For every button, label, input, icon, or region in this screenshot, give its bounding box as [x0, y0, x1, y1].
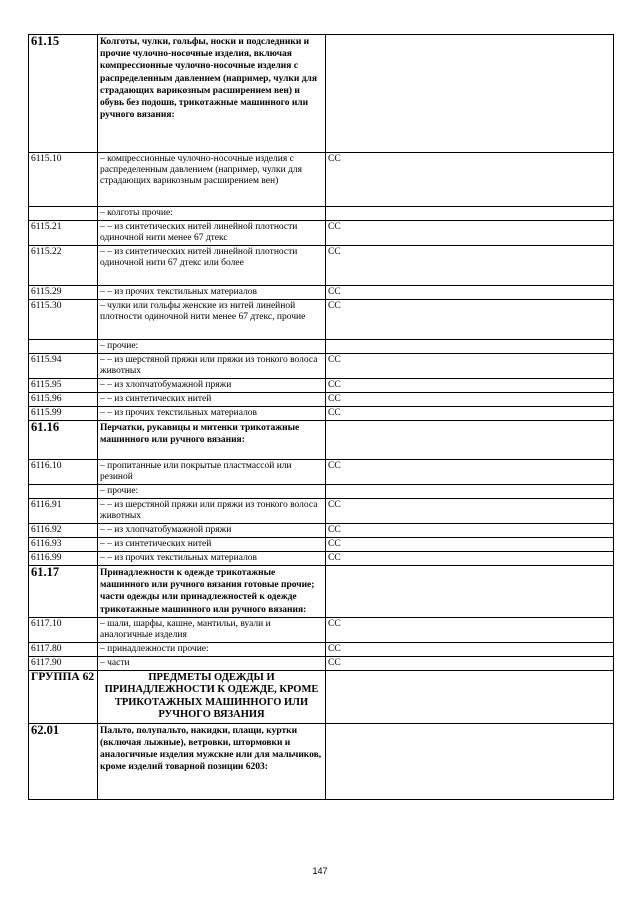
code-cell: 6115.21 [29, 221, 98, 246]
code-cell: 6116.92 [29, 524, 98, 538]
mark-cell: СС [326, 286, 614, 300]
description-cell: – колготы прочие: [98, 207, 326, 221]
mark-cell: СС [326, 499, 614, 524]
description-cell: – прочие: [98, 340, 326, 354]
heading-row [29, 421, 614, 460]
code-cell: 6115.29 [29, 286, 98, 300]
table-row [29, 300, 614, 340]
description-cell: – – из прочих текстильных материалов [98, 552, 326, 566]
mark-cell [326, 35, 614, 153]
table-row [29, 643, 614, 657]
table-row [29, 340, 614, 354]
code-cell: 6115.95 [29, 379, 98, 393]
mark-cell: СС [326, 379, 614, 393]
description-cell: – чулки или гольфы женские из нитей линейной плотности одиночной нити менее 67 дтекс, прочие [98, 300, 326, 340]
code-cell: 6115.96 [29, 393, 98, 407]
description-cell: Принадлежности к одежде трикотажные машинного или ручного вязания готовые прочие; части одежды или принадлежностей к одежде трикотажные машинного или ручного вязания: [98, 566, 326, 618]
page-number: 147 [312, 866, 328, 876]
mark-cell [326, 485, 614, 499]
description-cell: – прочие: [98, 485, 326, 499]
code-cell: ГРУППА 62 [29, 671, 98, 724]
table-row [29, 499, 614, 524]
description-cell: – части [98, 657, 326, 671]
group-row [29, 671, 614, 724]
description-cell: – – из прочих текстильных материалов [98, 407, 326, 421]
description-cell: Перчатки, рукавицы и митенки трикотажные машинного или ручного вязания: [98, 421, 326, 460]
code-cell: 6116.93 [29, 538, 98, 552]
description-cell: Колготы, чулки, гольфы, носки и подследники и прочие чулочно-носочные изделия, включая компрессионные чулочно-носочные изделия с распределенным давлением (например, чулки для страдающих варикозным расширением вен) и обувь без подошв, трикотажные машинного или ручного вязания: [98, 35, 326, 153]
table-row [29, 552, 614, 566]
table-row [29, 407, 614, 421]
table-row [29, 354, 614, 379]
heading-row [29, 723, 614, 799]
description-cell: – – из синтетических нитей линейной плотности одиночной нити менее 67 дтекс [98, 221, 326, 246]
code-cell: 62.01 [29, 723, 98, 799]
description-cell: ПРЕДМЕТЫ ОДЕЖДЫ И ПРИНАДЛЕЖНОСТИ К ОДЕЖДЕ, КРОМЕ ТРИКОТАЖНЫХ МАШИННОГО ИЛИ РУЧНОГО ВЯЗАНИЯ [98, 671, 326, 724]
code-cell: 6116.91 [29, 499, 98, 524]
mark-cell: СС [326, 460, 614, 485]
table-row [29, 207, 614, 221]
mark-cell: СС [326, 618, 614, 643]
mark-cell [326, 671, 614, 724]
table-row [29, 286, 614, 300]
code-cell: 6115.22 [29, 246, 98, 286]
table-row [29, 393, 614, 407]
mark-cell: СС [326, 643, 614, 657]
mark-cell: СС [326, 300, 614, 340]
code-cell: 6115.10 [29, 153, 98, 207]
table-row [29, 524, 614, 538]
mark-cell [326, 207, 614, 221]
code-cell [29, 340, 98, 354]
table-row [29, 221, 614, 246]
description-cell: – – из синтетических нитей линейной плотности одиночной нити 67 дтекс или более [98, 246, 326, 286]
mark-cell: СС [326, 538, 614, 552]
code-cell: 6117.90 [29, 657, 98, 671]
table-row [29, 657, 614, 671]
code-cell: 6115.94 [29, 354, 98, 379]
code-cell: 6116.99 [29, 552, 98, 566]
description-cell: – – из синтетических нитей [98, 393, 326, 407]
mark-cell [326, 723, 614, 799]
description-cell: Пальто, полупальто, накидки, плащи, куртки (включая лыжные), ветровки, штормовки и аналогичные изделия мужские или для мальчиков, кроме изделий товарной позиции 6203: [98, 723, 326, 799]
mark-cell: СС [326, 393, 614, 407]
code-cell: 61.15 [29, 35, 98, 153]
description-cell: – – из хлопчатобумажной пряжи [98, 379, 326, 393]
table-row [29, 485, 614, 499]
mark-cell [326, 421, 614, 460]
heading-row [29, 35, 614, 153]
code-cell: 6117.80 [29, 643, 98, 657]
description-cell: – компрессионные чулочно-носочные изделия с распределенным давлением (например, чулки для страдающих варикозным расширением вен) [98, 153, 326, 207]
code-cell [29, 485, 98, 499]
table-body [29, 35, 614, 800]
mark-cell [326, 340, 614, 354]
customs-code-table [28, 34, 614, 800]
description-cell: – – из шерстяной пряжи или пряжи из тонкого волоса животных [98, 354, 326, 379]
description-cell: – – из синтетических нитей [98, 538, 326, 552]
mark-cell: СС [326, 354, 614, 379]
mark-cell: СС [326, 552, 614, 566]
code-cell: 6115.99 [29, 407, 98, 421]
table-row [29, 246, 614, 286]
code-cell: 6117.10 [29, 618, 98, 643]
code-cell: 61.16 [29, 421, 98, 460]
code-cell: 6116.10 [29, 460, 98, 485]
description-cell: – – из прочих текстильных материалов [98, 286, 326, 300]
code-cell: 61.17 [29, 566, 98, 618]
description-cell: – – из шерстяной пряжи или пряжи из тонкого волоса животных [98, 499, 326, 524]
mark-cell: СС [326, 153, 614, 207]
heading-row [29, 566, 614, 618]
mark-cell: СС [326, 657, 614, 671]
table-row [29, 538, 614, 552]
table-row [29, 153, 614, 207]
table-row [29, 379, 614, 393]
description-cell: – пропитанные или покрытые пластмассой или резиной [98, 460, 326, 485]
mark-cell: СС [326, 407, 614, 421]
description-cell: – – из хлопчатобумажной пряжи [98, 524, 326, 538]
mark-cell: СС [326, 524, 614, 538]
code-cell [29, 207, 98, 221]
mark-cell: СС [326, 246, 614, 286]
description-cell: – принадлежности прочие: [98, 643, 326, 657]
table-row [29, 618, 614, 643]
mark-cell [326, 566, 614, 618]
code-cell: 6115.30 [29, 300, 98, 340]
table-row [29, 460, 614, 485]
description-cell: – шали, шарфы, кашне, мантильи, вуали и аналогичные изделия [98, 618, 326, 643]
mark-cell: СС [326, 221, 614, 246]
